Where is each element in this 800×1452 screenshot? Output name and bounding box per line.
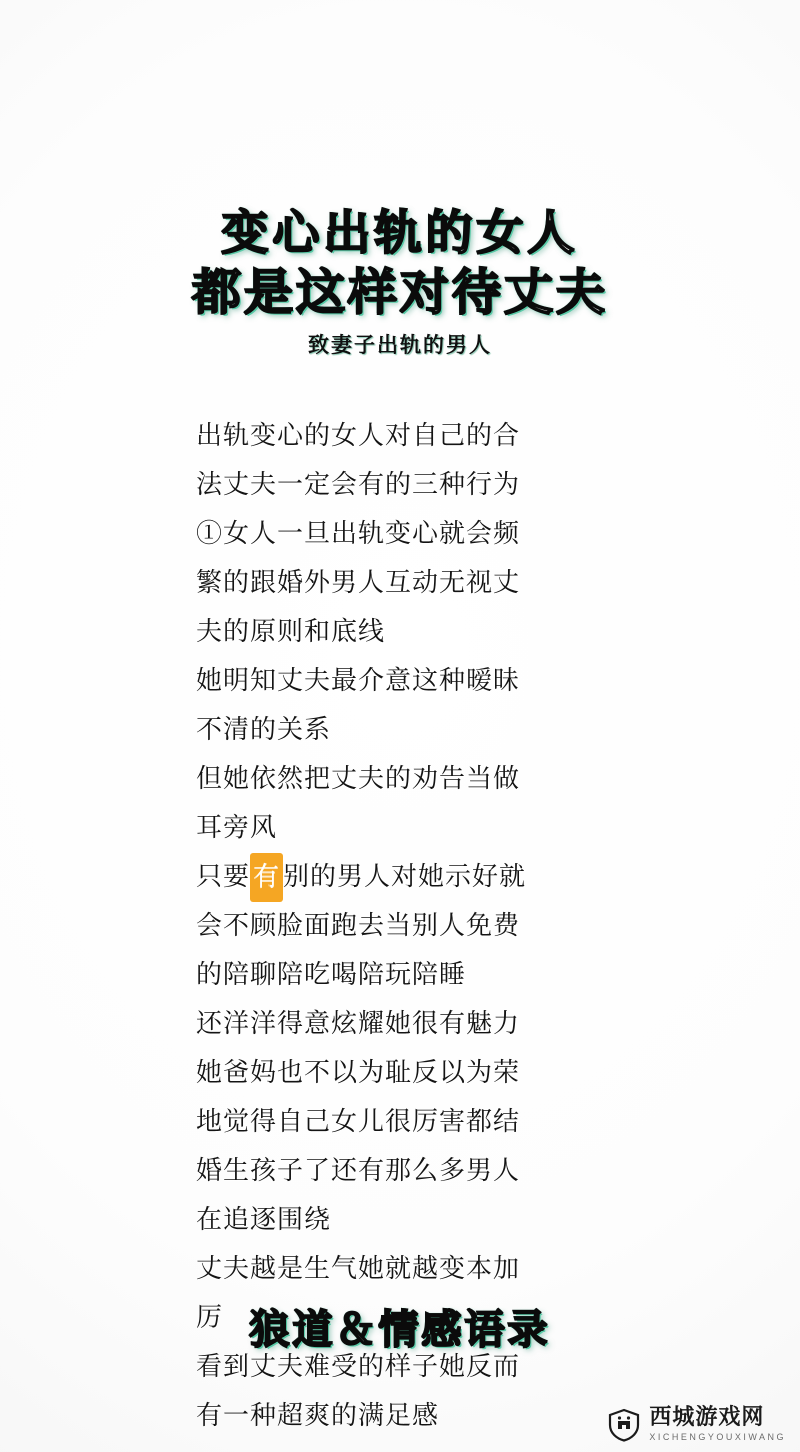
watermark-texts — [649, 1407, 786, 1442]
highlight-marker: 有 — [250, 853, 283, 902]
title-line-2: 都是这样对待丈夫 — [191, 263, 608, 321]
body-line: 夫的原则和底线 — [196, 617, 386, 647]
body-line: 地觉得自己女儿很厉害都结 — [196, 1107, 521, 1137]
highlight-prefix: 只要 — [196, 862, 251, 892]
body-line: 的陪聊陪吃喝陪玩陪睡 — [196, 960, 467, 990]
body-line: 会不顾脸面跑去当别人免费 — [196, 911, 521, 941]
body-line: 在追逐围绕 — [196, 1205, 332, 1235]
highlight-suffix: 别的男人对她示好就 — [283, 862, 527, 892]
title-block — [0, 205, 800, 359]
body-line: 看到丈夫难受的样子她反而 — [196, 1352, 521, 1382]
watermark-name-en: XICHENGYOUXIWANG — [649, 1432, 786, 1442]
body-line: 丈夫越是生气她就越变本加 — [196, 1254, 521, 1284]
body-line-highlighted — [196, 853, 616, 902]
body-line: 厉 — [196, 1303, 224, 1333]
body-line: 还洋洋得意炫耀她很有魅力 — [196, 1009, 521, 1039]
body-line: 她明知丈夫最介意这种暧昧 — [196, 666, 521, 696]
body-line: 有一种超爽的满足感 — [196, 1401, 440, 1431]
body-line: 繁的跟婚外男人互动无视丈 — [196, 568, 521, 598]
body-line: ①女人一旦出轨变心就会频 — [196, 519, 521, 549]
body-line: 婚生孩子了还有那么多男人 — [196, 1156, 521, 1186]
watermark-name-cn: 西城游戏网 — [649, 1405, 765, 1430]
body-text-block — [196, 412, 616, 1441]
body-line: 不清的关系 — [196, 715, 332, 745]
body-line: 出轨变心的女人对自己的合 — [196, 421, 521, 451]
body-line: 耳旁风 — [196, 813, 278, 843]
title-line-1: 变心出轨的女人 — [221, 206, 579, 261]
poster-subtitle: 致妻子出轨的男人 — [308, 332, 492, 357]
body-line: 她爸妈也不以为耻反以为荣 — [196, 1058, 521, 1088]
brand-footer: 狼道＆情感语录 — [249, 1306, 551, 1353]
watermark — [607, 1407, 786, 1442]
body-line: 法丈夫一定会有的三种行为 — [196, 470, 521, 500]
body-line: 但她依然把丈夫的劝告当做 — [196, 764, 521, 794]
shield-game-logo-icon — [607, 1408, 641, 1442]
